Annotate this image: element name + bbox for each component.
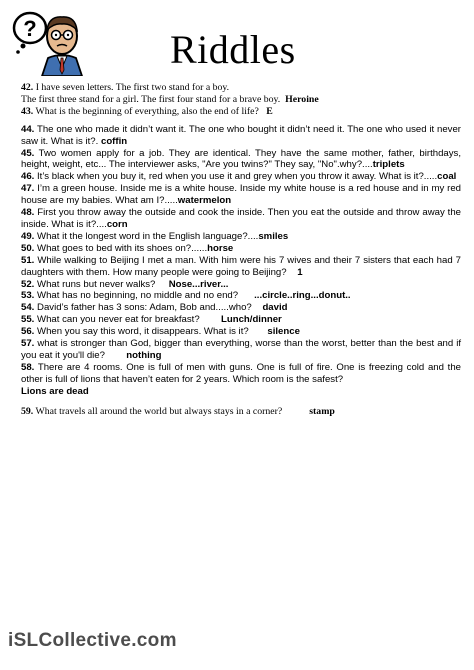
riddle-list: [21, 82, 461, 417]
riddle-54: [21, 302, 461, 314]
question-mark-icon: ?: [23, 16, 37, 41]
riddle-53: [21, 290, 461, 302]
riddle-number: 57.: [21, 338, 35, 350]
riddle-number: 42.: [21, 82, 34, 93]
riddle-answer: Lunch/dinner: [221, 314, 282, 326]
riddle-42: [21, 82, 461, 94]
riddle-answer: corn: [106, 218, 128, 230]
riddle-number: 53.: [21, 290, 35, 302]
riddle-text: Two women apply for a job. They are identical. They have the same mother, father, birthdays, height, weight, etc... The interviewer asks, "Are you twins?" They say, "No".why?....: [21, 147, 461, 171]
riddle-answer: coal: [437, 171, 457, 183]
riddle-answer: ...circle..ring...donut..: [254, 290, 351, 302]
riddle-57: [21, 338, 461, 362]
riddle-50: [21, 243, 461, 255]
riddle-56: [21, 326, 461, 338]
riddle-number: 44.: [21, 123, 35, 135]
riddle-number: 46.: [21, 171, 35, 183]
riddle-number: 52.: [21, 278, 35, 290]
riddle-text: What can you never eat for breakfast?: [34, 314, 200, 326]
riddle-number: 56.: [21, 326, 35, 338]
riddle-answer: stamp: [309, 405, 335, 417]
riddle-text: It’s black when you buy it, red when you use it and grey when you throw it away. What is it?.....: [34, 171, 438, 183]
page-title: Riddles: [170, 27, 296, 72]
riddle-number: 48.: [21, 207, 35, 219]
riddle-number: 49.: [21, 230, 35, 242]
riddle-51: [21, 255, 461, 279]
riddle-text: David’s father has 3 sons: Adam, Bob and.....who?: [34, 302, 252, 314]
logo-icon: [12, 6, 112, 76]
riddle-number: 55.: [21, 314, 35, 326]
riddle-answer: Nose...river...: [168, 278, 229, 290]
riddle-answer: Heroine: [285, 93, 319, 105]
riddle-text: While walking to Beijing I met a man. With him were his 7 wives and their 7 sisters that each had 7 daughters with them. How many people were going to Beijing?: [21, 254, 461, 278]
riddle-number: 45.: [21, 147, 35, 159]
riddle-58: [21, 362, 461, 398]
riddle-number: 50.: [21, 242, 35, 254]
riddle-47: [21, 183, 461, 207]
riddle-answer: smiles: [258, 230, 289, 242]
riddle-45: [21, 148, 461, 172]
riddle-42-continued: [21, 94, 461, 106]
riddle-52: [21, 279, 461, 291]
riddle-answer: Lions are dead: [21, 385, 89, 397]
riddle-answer: coffin: [100, 135, 128, 147]
riddle-44: [21, 124, 461, 148]
riddle-answer: triplets: [372, 159, 405, 171]
riddle-43: [21, 106, 461, 118]
riddle-text: First you throw away the outside and cook the inside. Then you eat the outside and throw away the inside. What is it?....: [21, 207, 461, 230]
riddle-number: 58.: [21, 361, 35, 373]
riddle-answer: watermelon: [177, 195, 232, 207]
riddle-text: What travels all around the world but always stays in a corner?: [33, 405, 283, 417]
riddle-text: The first three stand for a girl. The first four stand for a brave boy.: [21, 93, 281, 105]
riddle-number: 43.: [21, 105, 34, 117]
riddle-number: 54.: [21, 302, 35, 314]
riddle-answer: nothing: [126, 349, 162, 361]
riddle-text: What has no beginning, no middle and no end?: [34, 290, 239, 302]
riddle-answer: silence: [267, 326, 300, 338]
riddle-text: I’m a green house. Inside me is a white house. Inside my white house is a red house and in my red house are my babies. What am I?.....: [21, 183, 461, 207]
riddle-number: 51.: [21, 254, 35, 266]
riddle-text: The one who made it didn’t want it. The one who bought it didn’t need it. The one who used it never saw it. What is it?.: [21, 123, 461, 147]
footer-brand: iSLCollective.com: [8, 630, 177, 651]
riddle-answer: 1: [297, 266, 303, 278]
riddle-number: 47.: [21, 183, 35, 195]
riddle-answer: horse: [207, 242, 234, 254]
riddle-46: [21, 171, 461, 183]
riddle-text: What is the beginning of everything, also the end of life?: [33, 105, 259, 117]
riddle-48: [21, 207, 461, 231]
riddle-text: what is stronger than God, bigger than everything, worse than the worst, better than the best and if you eat it you'll die?: [21, 338, 461, 361]
riddle-text: When you say this word, it disappears. What is it?: [34, 326, 249, 338]
riddle-55: [21, 314, 461, 326]
riddle-number: 59.: [21, 405, 34, 417]
riddle-text: What it the longest word in the English language?....: [34, 230, 259, 242]
riddle-answer: david: [262, 302, 288, 314]
riddle-49: [21, 231, 461, 243]
riddle-text: I have seven letters. The first two stand for a boy.: [33, 82, 230, 93]
riddle-text: There are 4 rooms. One is full of men with guns. One is full of fire. One is freezing cold and the other is full of lions that haven’t eaten for 2 years. Which room is the safest?: [21, 361, 461, 385]
riddle-text: What goes to bed with its shoes on?......: [34, 242, 208, 254]
riddle-59: [21, 406, 461, 418]
riddle-text: What runs but never walks?: [34, 278, 156, 290]
riddle-answer: E: [266, 105, 273, 117]
